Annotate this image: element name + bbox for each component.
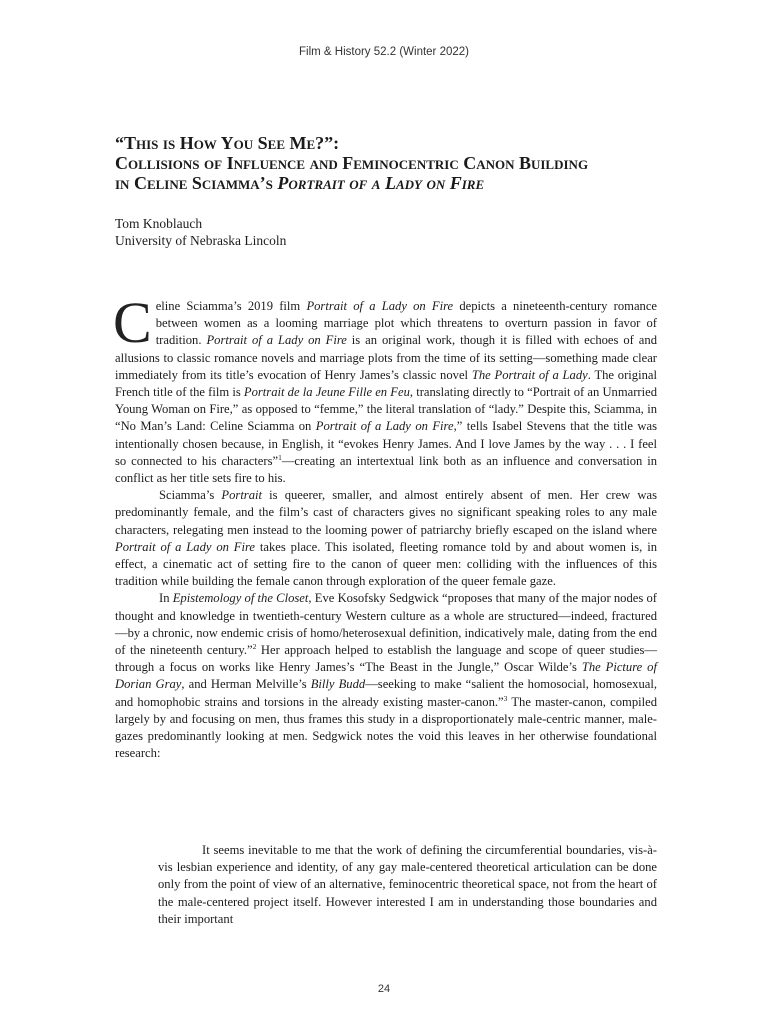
italic-title: Epistemology of the Closet	[172, 591, 309, 606]
title-line-1: “This is How You See Me?”:	[115, 133, 340, 153]
running-head: Film & History 52.2 (Winter 2022)	[299, 46, 469, 58]
text-run: , Eve Kosofsky Sedgwick “proposes that many of the major nodes of thought and knowledge in twentieth-century Western culture as a whole are structured—indeed, fractured—by a chronic, now endemic crisis of homo/heterosexual definition, indicatively male, dating from the end of the nineteenth century.”	[115, 591, 657, 658]
text-run: . The original French title of the film is	[115, 367, 657, 400]
paragraph-1	[113, 290, 658, 487]
italic-title: Portrait of a Lady on Fire	[115, 539, 256, 554]
title-line-3-prefix: in Celine Sciamma’s	[115, 173, 278, 193]
italic-title: The Portrait of a Lady	[471, 367, 588, 382]
article-body	[113, 290, 658, 762]
text-run: Sciamma’s	[159, 488, 222, 503]
italic-title: Portrait of a Lady on Fire	[306, 299, 454, 313]
title-line-2: Collisions of Influence and Feminocentric Canon Building	[115, 153, 589, 173]
footnote-marker[interactable]: 1	[278, 452, 282, 462]
title-film-name: Portrait of a Lady on Fire	[277, 173, 485, 193]
text-run: takes place. This isolated, fleeting romance told by and about women is, in effect, a cinematic act of setting fire to the canon of queer men: colliding with the influences of this tradition while building the female canon through exploration of the queer female gaze.	[115, 539, 657, 589]
italic-title: Portrait of a Lady on Fire	[315, 419, 454, 434]
article-title	[115, 133, 675, 193]
text-run: Her approach helped to establish the language and scope of queer studies—through a focus on works like Henry James’s “The Beast in the Jungle,” Oscar Wilde’s	[115, 643, 657, 675]
paragraph-3	[115, 590, 657, 762]
text-run: ,” tells Isabel Stevens that the title was intentionally chosen because, in English, it “evokes Henry James. And I love James by the way . . . I feel so connected to his characters”	[115, 419, 657, 468]
text-run: , and Herman Melville’s	[181, 677, 311, 692]
text-run: is an original work, though it is filled with echoes of and allusions to classic romance novels and marriage plots from the time of its setting—something made clear immediately from its title’s evocation of Henry James’s classic novel	[115, 333, 657, 382]
text-run: The master-canon, compiled largely by and focusing on men, thus frames this study in a disproportionately male-centric manner, male-gazes predominantly looking at men. Sedgwick notes the void this leaves in her otherwise foundational research:	[115, 694, 657, 761]
block-quote: It seems inevitable to me that the work of defining the circumferential boundaries, vis-à-vis lesbian experience and identity, of any gay male-centered theoretical articulation can be done only from the point of view of an alternative, feminocentric theoretical space, not from the heart of the male-centered project itself. However interested I am in understanding those boundaries and their important	[158, 843, 657, 926]
text-run: —seeking to make “salient the homosocial, homosexual, and homophobic strains and torsions in the already existing master-canon.”	[115, 677, 657, 709]
italic-title: Portrait de la Jeune Fille en Feu	[243, 385, 410, 400]
author-block	[115, 215, 286, 249]
text-run: , translating directly to “Portrait of an Unmarried Young Woman on Fire,” as opposed to “femme,” the literal translation of “lady.” Despite this, Sciamma, in “No Man’s Land: Celine Sciamma on	[115, 385, 657, 434]
italic-title: The Picture of Dorian Gray	[115, 660, 657, 692]
drop-cap: C	[113, 290, 152, 355]
text-run: eline Sciamma’s 2019 film	[155, 299, 307, 313]
italic-title: Portrait of a Lady on Fire	[206, 333, 347, 348]
footnote-marker[interactable]: 2	[252, 642, 257, 652]
text-run: —creating an intertextual link both as an influence and conversation in conflict as her title sets fire to his.	[115, 453, 658, 486]
author-affiliation: University of Nebraska Lincoln	[115, 233, 287, 248]
author-name: Tom Knoblauch	[115, 216, 203, 231]
italic-title: Billy Budd	[310, 677, 366, 692]
text-run: depicts a nineteenth-century romance between women as a looming marriage plot which threatens to overturn passion in favor of tradition.	[155, 299, 658, 348]
text-run: In	[159, 591, 173, 606]
footnote-marker[interactable]: 3	[503, 693, 508, 703]
page-number: 24	[377, 983, 391, 995]
text-run: is queerer, smaller, and almost entirely absent of men. Her crew was predominantly female, and the film’s cast of characters gives no significant speaking roles to any male characters, relegating men instead to the looming power of patriarchy briefly escaped on the island where	[115, 488, 657, 537]
paragraph-2	[115, 487, 657, 590]
italic-title: Portrait	[221, 488, 263, 503]
title-line-3	[115, 173, 675, 193]
